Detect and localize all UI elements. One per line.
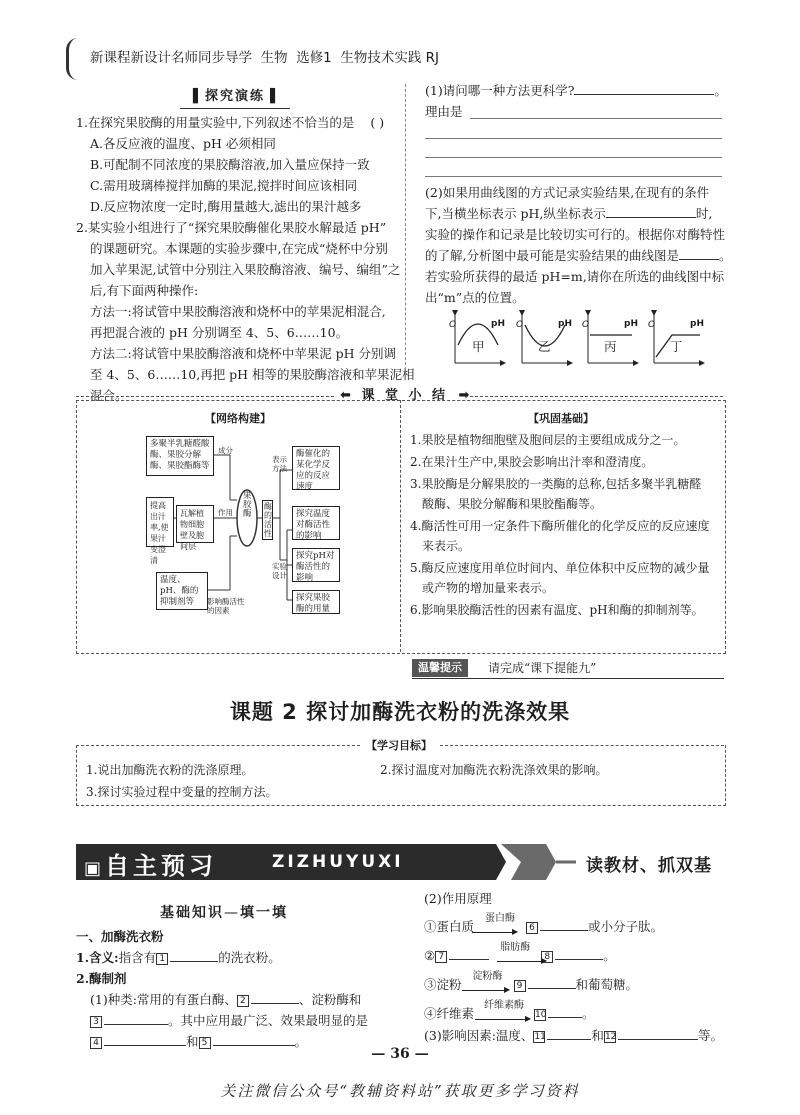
preview-banner-right: 读教材、抓双基 (586, 856, 712, 876)
q1-option-a: A.各反应液的温度、pH 必须相同 (90, 136, 276, 151)
graph-xlabel: pH (690, 319, 704, 329)
arrow-head-icon: ▶ (504, 985, 511, 994)
map-label-design: 实验设计 (272, 562, 287, 580)
blank-number: 7 (435, 951, 447, 963)
principle-2: ② 7脂肪酶8 。 (424, 945, 616, 968)
principle-1: ①蛋白质蛋白酶6 或小分子肽。 (424, 916, 663, 939)
goal-item: 3.探讨实验过程中变量的控制方法。 (86, 785, 278, 799)
q2-line: 至 4、5、6……10,再把 pH 相等的果胶酶溶液和苹果泥相 (90, 367, 415, 382)
tip-text[interactable]: 请完成“课下提能九” (488, 661, 597, 675)
blank-number: 11 (534, 1031, 546, 1042)
column-divider (405, 84, 406, 380)
header-bracket (66, 38, 83, 80)
q1-option-c: C.需用玻璃棒搅拌加酶的果泥,搅拌时间应该相同 (90, 178, 358, 193)
map-box-temp: 探究温度对酶活性的影响 (292, 506, 340, 540)
q1-option-b: B.可配制不同浓度的果胶酶溶液,加入量应保持一致 (90, 157, 370, 172)
practice-title-rule (180, 108, 290, 109)
center-label: 果胶酶 (243, 491, 252, 519)
answer-line[interactable] (425, 157, 722, 158)
graph-origin: O (648, 320, 656, 330)
fact-item: 6.影响果胶酶活性的因素有温度、pH和酶的抑制剂等。 (410, 603, 704, 617)
q1-option-d: D.反应物浓度一定时,酶用量越大,滤出的果汁越多 (90, 199, 362, 214)
map-label-role: 作用 (218, 508, 233, 517)
q1-answer-paren[interactable]: ( ) (370, 115, 385, 130)
fill-blank-9[interactable] (528, 976, 576, 989)
fill-blank-4[interactable] (104, 1033, 186, 1046)
fact-item: 3.果胶酶是分解果胶的一类酶的总称,包括多聚半乳糖醛 (410, 477, 702, 491)
arrow-right-icon: ➡ (458, 388, 470, 403)
q2-line: 2.某实验小组进行了“探究果胶酶催化果胶水解最适 pH” (76, 220, 387, 235)
graph-xlabel: pH (624, 319, 638, 329)
map-box-amount: 探究果胶酶的用量 (292, 590, 340, 614)
graph-name-yi: 乙 (538, 339, 551, 354)
summary-left-title: 【网络构建】 (205, 412, 271, 425)
principle-3: ③淀粉淀粉酶9 和葡萄糖。 (424, 974, 638, 997)
header-book: 选修1 (296, 50, 332, 66)
blank-number: 3 (90, 1016, 102, 1028)
preview-banner-pinyin: ZIZHUYUXI (272, 852, 404, 872)
q2-part1: (1)请问哪一种方法更科学? 。 (425, 83, 727, 98)
fill-blank-6[interactable] (540, 918, 588, 931)
q2-line: 后,有下面两种操作: (90, 283, 199, 298)
map-box-activity: 酶的活性 (264, 502, 272, 538)
reaction-arrow (462, 990, 508, 991)
q1-stem: 1.在探究果胶酶的用量实验中,下列叙述不恰当的是 ( ) (76, 115, 385, 130)
goal-item: 1.说出加酶洗衣粉的洗涤原理。 (86, 763, 254, 777)
fill-blank-5[interactable] (213, 1033, 295, 1046)
q2-line: 加入苹果泥,试管中分别注入果胶酶溶液、编号、编组”之 (90, 262, 401, 277)
enzyme-label: 蛋白酶 (485, 913, 516, 924)
summary-right-title: 【巩固基础】 (528, 412, 594, 425)
item1: 1.含义:指含有 1 的洗衣粉。 (76, 950, 281, 965)
fill-blank-8[interactable] (555, 947, 603, 960)
q2-line: 再把混合液的 pH 分别调至 4、5、6……10。 (90, 325, 349, 340)
summary-divider (400, 400, 401, 652)
topic-title: 课题 2 探讨加酶洗衣粉的洗涤效果 (229, 700, 571, 724)
principle-heading: (2)作用原理 (424, 891, 492, 906)
fact-item: 来表示。 (422, 539, 471, 553)
reaction-arrow (475, 1019, 529, 1020)
q2-graph-blank[interactable] (679, 247, 719, 260)
graph-name-bing: 丙 (604, 339, 617, 354)
q2-part2-line: 实验的操作和记录是比较切实可行的。根据你对酶特性 (425, 227, 726, 242)
summary-rule-left (76, 396, 334, 397)
q2-ylabel-blank[interactable] (606, 205, 696, 218)
map-box-ph: 探究pH对酶活性的影响 (292, 548, 340, 582)
fact-item: 4.酶活性可用一定条件下酶所催化的化学反应的反应速度 (410, 519, 710, 533)
q2-line: 方法二:将试管中果胶酶溶液和烧杯中苹果泥 pH 分别调 (90, 346, 397, 361)
arrow-left-icon: ⬅ (340, 388, 351, 403)
graph-xlabel: pH (558, 319, 572, 329)
fill-blank-7[interactable] (449, 947, 489, 960)
q2-part1-blank[interactable] (574, 82, 714, 95)
section-heading: 一、加酶洗衣粉 (76, 929, 164, 944)
fact-item: 或产物的增加量来表示。 (422, 581, 555, 595)
reaction-arrow (497, 961, 545, 962)
blank-number: 5 (199, 1037, 211, 1049)
goal-item: 2.探讨温度对加酶洗衣粉洗涤效果的影响。 (380, 763, 608, 777)
fill-blank-2[interactable] (251, 991, 299, 1004)
answer-line[interactable] (470, 118, 722, 119)
fill-blank-1[interactable] (170, 949, 218, 962)
item2-line1: (1)种类:常用的有蛋白酶、 2 、淀粉酶和 (90, 992, 362, 1007)
map-box-def: 酶催化的某化学反应的反应速度 (292, 446, 340, 490)
practice-title: ▌探究演练▐ (193, 89, 278, 104)
map-box-factors: 温度、pH、酶的抑制剂等 (156, 572, 208, 610)
enzyme-label: 淀粉酶 (472, 971, 503, 982)
graph-xlabel: pH (491, 319, 505, 329)
graph-origin: O (516, 320, 524, 330)
fact-item: 1.果胶是植物细胞壁及胞间层的主要组成成分之一。 (410, 433, 686, 447)
fill-blank-10[interactable] (548, 1005, 582, 1018)
principle-4: ④纤维素纤维素酶10 。 (424, 1003, 595, 1026)
answer-line[interactable] (425, 176, 722, 177)
square-icon: ▣ (84, 858, 106, 879)
map-label-express: 表示方法 (272, 455, 287, 473)
arrow-head-icon: ▶ (541, 956, 548, 965)
fact-item: 5.酶反应速度用单位时间内、单位体积中反应物的减少量 (410, 561, 710, 575)
header (90, 48, 439, 69)
goals-title: 【学习目标】 (366, 739, 432, 752)
fill-blank-11[interactable] (547, 1027, 591, 1040)
blank-number: 4 (90, 1037, 102, 1049)
summary-banner: ⬅ 课 堂 小 结 ➡ (340, 388, 470, 403)
blank-number: 10 (535, 1009, 547, 1020)
footer-promo: 关注微信公众号“教辅资料站”获取更多学习资料 (220, 1082, 580, 1100)
q2-line: 混合。 (90, 388, 128, 403)
graph-origin: O (582, 320, 590, 330)
map-box-function: 瓦解植物细胞壁及胞间层 (176, 505, 214, 543)
enzyme-label: 纤维素酶 (484, 1000, 525, 1011)
q2-reason: 理由是 (425, 104, 463, 119)
q2-part2-line: (2)如果用曲线图的方式记录实验结果,在现有的条件 (425, 185, 710, 200)
tip-rule (412, 678, 724, 679)
header-subject: 生物 (260, 50, 288, 66)
blank-number: 6 (526, 922, 538, 934)
header-book-title: 生物技术实践 RJ (340, 50, 440, 66)
blank-number: 2 (237, 995, 249, 1007)
reaction-arrow (472, 932, 516, 933)
graph-name-jia: 甲 (472, 339, 485, 354)
q2-part2-line: 出“m”点的位置。 (425, 290, 525, 305)
fact-item: 酸酶、果胶分解酶和果胶酯酶等。 (422, 497, 603, 511)
map-label-comp: 成分 (218, 446, 233, 455)
fact-item: 2.在果汁生产中,果胶会影响出汁率和澄清度。 (410, 455, 654, 469)
fill-blank-12[interactable] (618, 1027, 698, 1040)
arrow-head-icon: ▶ (525, 1014, 532, 1023)
map-label-influence: 影响酶活性的因素 (207, 597, 245, 615)
q2-part2-line: 的了解,分析图中最可能是实验结果的曲线图是 。 (425, 248, 732, 263)
arrow-head-icon: ▶ (512, 927, 519, 936)
q2-part2-line: 下,当横坐标表示 pH,纵坐标表示 时, (425, 206, 713, 221)
item2-line2: 3 。其中应用最广泛、效果最明显的是 (90, 1010, 368, 1031)
header-series: 新课程新设计名师同步导学 (90, 50, 252, 66)
q2-part2-line: 若实验所获得的最适 pH=m,请你在所选的曲线图中标 (425, 269, 725, 284)
q2-line: 的课题研究。本课题的实验步骤中,在完成“烧杯中分别 (90, 241, 388, 256)
item2-line3: 4 和 5 。 (90, 1031, 307, 1052)
blank-number: 12 (604, 1031, 617, 1042)
preview-banner (76, 844, 724, 880)
blank-number: 8 (541, 951, 553, 963)
preview-banner-cn: ▣自主预习 (84, 852, 218, 880)
map-box-components: 多聚半乳糖醛酸酶、果胶分解酶、果胶酯酶等 (146, 436, 214, 476)
blank-number: 1 (156, 953, 168, 965)
graph-origin: O (449, 320, 457, 330)
principle-5: (3)影响因素:温度、11 和12 等。 (424, 1028, 723, 1043)
enzyme-label: 脂肪酶 (500, 942, 531, 953)
fill-blank-3[interactable] (104, 1012, 168, 1025)
map-box-apply: 提高出汁率,使果汁变澄清 (146, 497, 174, 547)
item2: 2.酶制剂 (76, 971, 127, 986)
page-number: — 36 — (371, 1046, 429, 1062)
tip-label: 温馨提示 (412, 659, 468, 677)
answer-line[interactable] (425, 138, 722, 139)
summary-rule-right (465, 396, 723, 397)
basic-title: 基础知识—填一填 (160, 905, 288, 921)
q2-line: 方法一:将试管中果胶酶溶液和烧杯中的苹果泥相混合, (90, 304, 386, 319)
blank-number: 9 (514, 980, 526, 992)
graph-name-ding: 丁 (670, 339, 683, 354)
